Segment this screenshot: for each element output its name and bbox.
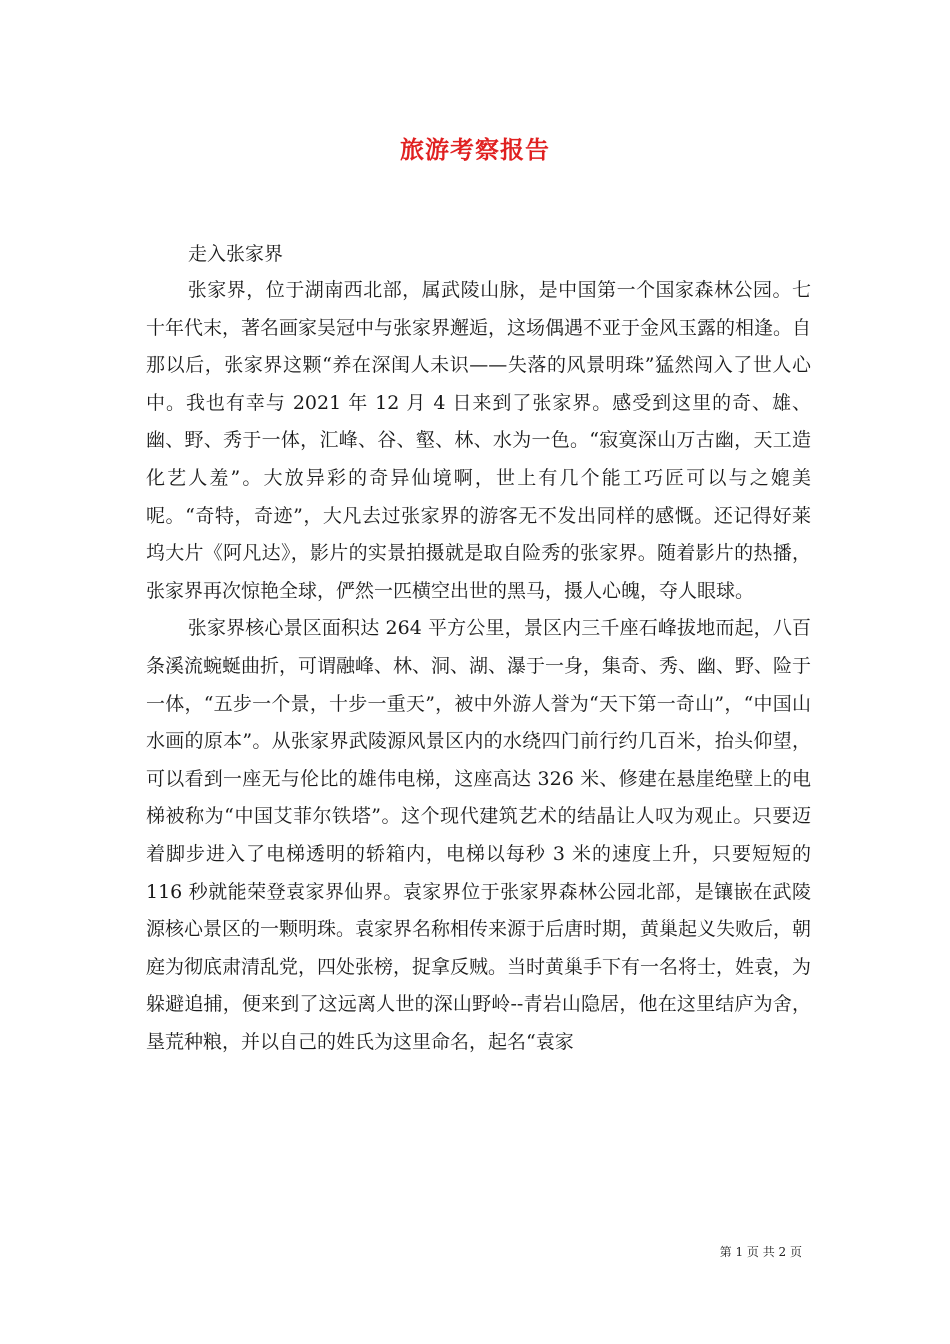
paragraph-1: 张家界，位于湖南西北部，属武陵山脉，是中国第一个国家森林公园。七十年代末，著名画家吴冠中与张家界邂逅，这场偶遇不亚于金风玉露的相逢。自那以后，张家界这颗“养在深闺人未识——失落的风景明珠”猛然闯入了世人心中。我也有幸与 2021 年 12 月 4 日来到了张家界。感受到这里的奇、雄、幽、野、秀于一体，汇峰、谷、壑、林、水为一色。“寂寞深山万古幽，天工造化艺人羞”。大放异彩的奇异仙境啊，世上有几个能工巧匠可以与之媲美呢。“奇特，奇迹”，大凡去过张家界的游客无不发出同样的感慨。还记得好莱坞大片《阿凡达》，影片的实景拍摄就是取自险秀的张家界。随着影片的热播，张家界再次惊艳全球，俨然一匹横空出世的黑马，摄人心魄，夺人眼球。 [146, 279, 812, 602]
document-body [146, 272, 811, 1061]
document-title: 旅游考察报告 [400, 135, 550, 164]
section-heading: 走入张家界 [188, 243, 284, 265]
page-number: 第 1 页 共 2 页 [719, 1245, 802, 1259]
paragraph-2: 张家界核心景区面积达 264 平方公里，景区内三千座石峰拔地而起，八百条溪流蜿蜒曲折，可谓融峰、林、洞、湖、瀑于一身，集奇、秀、幽、野、险于一体，“五步一个景，十步一重天”，被中外游人誉为“天下第一奇山”，“中国山水画的原本”。从张家界武陵源风景区内的水绕四门前行约几百米，抬头仰望，可以看到一座无与伦比的雄伟电梯，这座高达 326 米、修建在悬崖绝壁上的电梯被称为“中国艾菲尔铁塔”。这个现代建筑艺术的结晶让人叹为观止。只要迈着脚步进入了电梯透明的轿箱内，电梯以每秒 3 米的速度上升，只要短短的 116 秒就能荣登袁家界仙界。袁家界位于张家界森林公园北部，是镶嵌在武陵源核心景区的一颗明珠。袁家界名称相传来源于后唐时期，黄巢起义失败后，朝庭为彻底肃清乱党，四处张榜，捉拿反贼。当时黄巢手下有一名将士，姓袁，为躲避追捕，便来到了这远离人世的深山野岭--青岩山隐居，他在这里结庐为舍，垦荒种粮，并以自己的姓氏为这里命名，起名“袁家 [146, 617, 812, 1053]
